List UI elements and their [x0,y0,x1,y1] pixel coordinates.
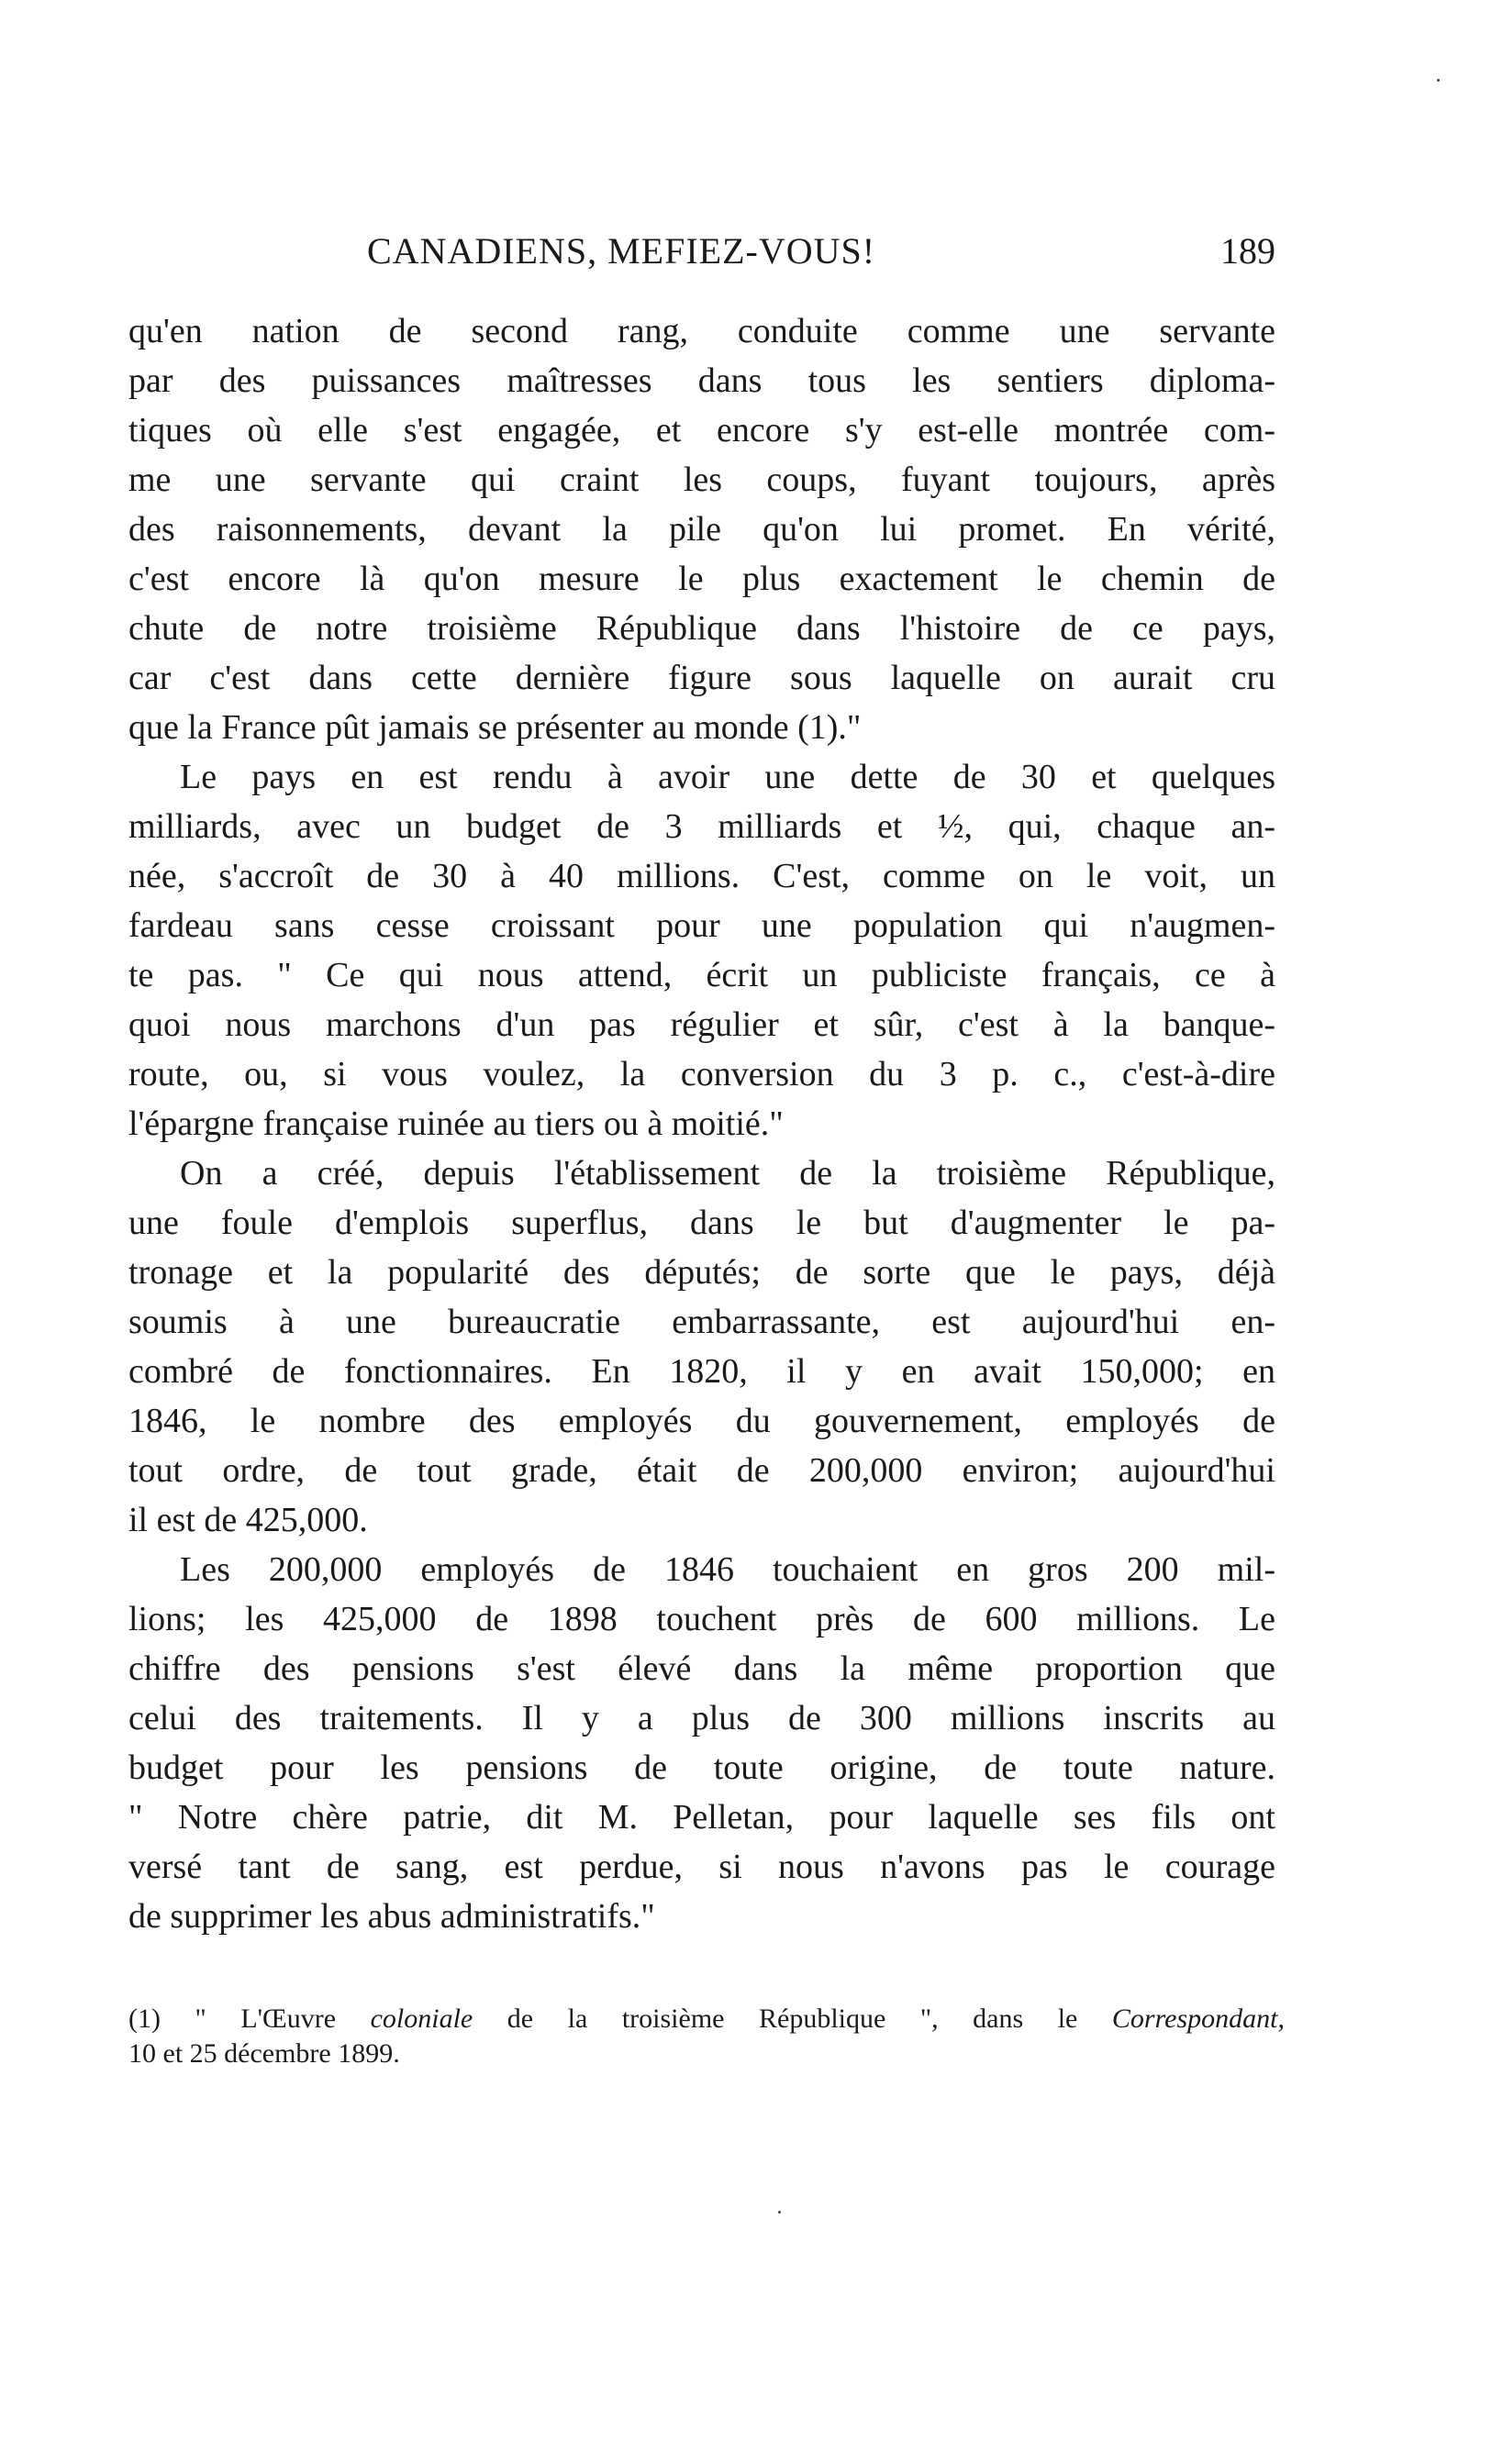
text-line: chiffre des pensions s'est élevé dans la même proportion que [128,1649,1275,1688]
text-line: des raisonnements, devant la pile qu'on lui promet. En vérité, [128,510,1275,549]
scan-speck [1437,79,1440,82]
footnote-text: " L'Œuvre [160,2003,371,2034]
text-line: une foule d'emplois superflus, dans le but d'augmenter le pa- [128,1204,1275,1242]
text-line: de supprimer les abus administratifs." [128,1897,655,1936]
text-line: fardeau sans cesse croissant pour une population qui n'augmen- [128,906,1275,945]
footnote [128,2002,1285,2071]
text-line: l'épargne française ruinée au tiers ou à moitié." [128,1104,784,1143]
text-line: tiques où elle s'est engagée, et encore s'y est-elle montrée com- [128,411,1275,450]
paragraph-start-line: Le pays en est rendu à avoir une dette de 30 et quelques [180,758,1275,796]
text-line: budget pour les pensions de toute origine, de toute nature. [128,1748,1275,1787]
text-line: chute de notre troisième République dans l'histoire de ce pays, [128,609,1275,648]
text-line: car c'est dans cette dernière figure sous laquelle on aurait cru [128,659,1275,697]
footnote-line [128,2002,1285,2037]
page-number: 189 [1220,230,1275,272]
text-line: il est de 425,000. [128,1501,368,1539]
text-line: tronage et la popularité des députés; de sorte que le pays, déjà [128,1253,1275,1292]
text-line: versé tant de sang, est perdue, si nous n'avons pas le courage [128,1848,1275,1886]
scan-speck [778,2211,781,2214]
footnote-line: 10 et 25 décembre 1899. [128,2038,400,2069]
footnote-marker: (1) [128,2003,161,2034]
text-line: 1846, le nombre des employés du gouvernement, employés de [128,1402,1275,1440]
text-line: qu'en nation de second rang, conduite comme une servante [128,312,1275,350]
paragraph-start-line: On a créé, depuis l'établissement de la troisième République, [180,1154,1275,1193]
text-line: route, ou, si vous voulez, la conversion du 3 p. c., c'est-à-dire [128,1055,1275,1093]
text-line: milliards, avec un budget de 3 milliards et ½, qui, chaque an- [128,807,1275,846]
running-title: CANADIENS, MEFIEZ-VOUS! [367,230,876,272]
page-header [367,229,1275,284]
footnote-italic-text: Correspondant, [1111,2003,1285,2034]
text-line: lions; les 425,000 de 1898 touchent près de 600 millions. Le [128,1600,1275,1638]
text-line: combré de fonctionnaires. En 1820, il y en avait 150,000; en [128,1352,1275,1391]
text-line: soumis à une bureaucratie embarrassante, est aujourd'hui en- [128,1303,1275,1341]
text-line: te pas. " Ce qui nous attend, écrit un publiciste français, ce à [128,956,1275,994]
paragraph-start-line: Les 200,000 employés de 1846 touchaient en gros 200 mil- [180,1550,1275,1589]
text-line: c'est encore là qu'on mesure le plus exactement le chemin de [128,560,1275,598]
text-line: que la France pût jamais se présenter au monde (1)." [128,708,862,747]
text-line: quoi nous marchons d'un pas régulier et sûr, c'est à la banque- [128,1005,1275,1044]
text-line: par des puissances maîtresses dans tous les sentiers diploma- [128,361,1275,400]
footnote-italic-text: coloniale [370,2003,473,2034]
text-line: née, s'accroît de 30 à 40 millions. C'est, comme on le voit, un [128,857,1275,895]
body-text [128,306,1275,1941]
text-line: tout ordre, de tout grade, était de 200,000 environ; aujourd'hui [128,1451,1275,1490]
footnote-text: de la troisième République ", dans le [473,2003,1112,2034]
text-line: celui des traitements. Il y a plus de 300 millions inscrits au [128,1699,1275,1737]
text-line: me une servante qui craint les coups, fuyant toujours, après [128,461,1275,499]
text-line: " Notre chère patrie, dit M. Pelletan, pour laquelle ses fils ont [128,1798,1275,1837]
